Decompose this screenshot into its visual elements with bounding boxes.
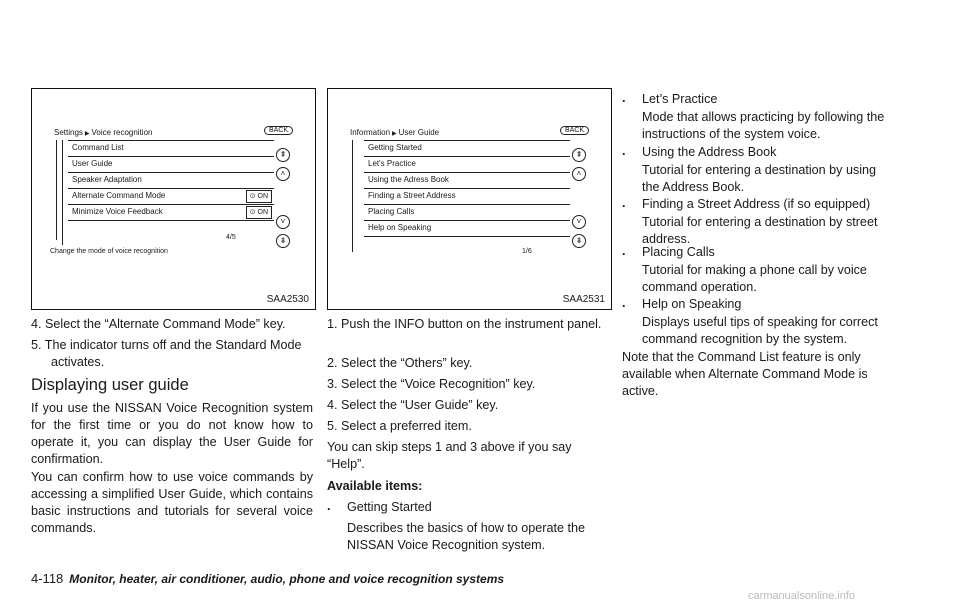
toggle-on-indicator[interactable]: ⊙ ON	[246, 190, 272, 203]
step-4: 4. Select the “Alternate Command Mode” key.	[31, 317, 286, 331]
step-2: 2. Select the “Others” key.	[327, 356, 473, 370]
scroll-bottom-icon[interactable]: ⇟	[276, 234, 290, 248]
status-footer: Change the mode of voice recognition	[50, 248, 168, 255]
page-footer	[31, 571, 504, 586]
command-list-note: Note that the Command List feature is only available when Alternate Command Mode is active.	[622, 350, 868, 398]
menu-item-user-guide[interactable]: User Guide	[68, 157, 274, 173]
page-indicator: 4/5	[226, 234, 236, 241]
menu-item-getting-started[interactable]: Getting Started	[364, 140, 570, 157]
figure-code: SAA2530	[266, 294, 309, 305]
step-5: 5. The indicator turns off and the Standard Mode activates.	[31, 338, 302, 369]
figure-code: SAA2531	[562, 294, 605, 305]
scroll-up-icon[interactable]: ˄	[572, 167, 586, 181]
step-5: 5. Select a preferred item.	[327, 419, 472, 433]
menu-item-speaker-adaptation[interactable]: Speaker Adaptation	[68, 173, 274, 189]
scroll-top-icon[interactable]: ⇞	[572, 148, 586, 162]
step-1: 1. Push the INFO button on the instrument panel.	[327, 317, 602, 331]
scroll-down-icon[interactable]: ˅	[276, 215, 290, 229]
skip-note: You can skip steps 1 and 3 above if you say “Help”.	[327, 440, 572, 471]
step-4: 4. Select the “User Guide” key.	[327, 398, 499, 412]
breadcrumb: Settings ▶ Voice recognition	[54, 128, 153, 137]
menu-list	[364, 140, 570, 237]
scroll-down-icon[interactable]: ˅	[572, 215, 586, 229]
paragraph-details: You can confirm how to use voice commands by accessing a simplified User Guide, which contains basic instructions and tutorials for several voice commands.	[31, 470, 313, 535]
breadcrumb: Information ▶ User Guide	[350, 128, 440, 137]
scroll-bottom-icon[interactable]: ⇟	[572, 234, 586, 248]
menu-item-command-list[interactable]: Command List	[68, 140, 274, 157]
back-button[interactable]: BACK	[560, 126, 589, 135]
menu-item-help-on-speaking[interactable]: Help on Speaking	[364, 221, 570, 237]
back-button[interactable]: BACK	[264, 126, 293, 135]
section-heading: Displaying user guide	[31, 376, 189, 394]
scroll-top-icon[interactable]: ⇞	[276, 148, 290, 162]
menu-item-finding-street-address[interactable]: Finding a Street Address	[364, 189, 570, 205]
figure-user-guide-menu	[327, 88, 612, 310]
chapter-title: Monitor, heater, air conditioner, audio, phone and voice recognition systems	[69, 572, 505, 586]
menu-item-minimize-voice-feedback[interactable]: Minimize Voice Feedback ⊙ ON	[68, 205, 274, 221]
page-indicator: 1/6	[522, 248, 532, 255]
toggle-on-indicator[interactable]: ⊙ ON	[246, 206, 272, 219]
screen-user-guide	[342, 124, 592, 269]
menu-item-lets-practice[interactable]: Let's Practice	[364, 157, 570, 173]
page-number: 4-118	[31, 571, 64, 586]
scroll-up-icon[interactable]: ˄	[276, 167, 290, 181]
item-getting-started: . Getting Started Describes the basics of how to operate the NISSAN Voice Recognition system.	[327, 499, 586, 552]
watermark: carmanualsonline.info	[748, 590, 856, 602]
paragraph-intro: If you use the NISSAN Voice Recognition system for the first time or you do not know how to operate it, you can display the User Guide for confirmation.	[31, 401, 313, 466]
screen-voice-recognition	[46, 124, 296, 269]
menu-list	[68, 140, 274, 221]
menu-item-alternate-command-mode[interactable]: Alternate Command Mode ⊙ ON	[68, 189, 274, 205]
menu-item-placing-calls[interactable]: Placing Calls	[364, 205, 570, 221]
available-items-heading: Available items:	[327, 479, 423, 493]
figure-voice-recognition-settings	[31, 88, 316, 310]
step-3: 3. Select the “Voice Recognition” key.	[327, 377, 536, 391]
menu-item-using-address-book[interactable]: Using the Adress Book	[364, 173, 570, 189]
